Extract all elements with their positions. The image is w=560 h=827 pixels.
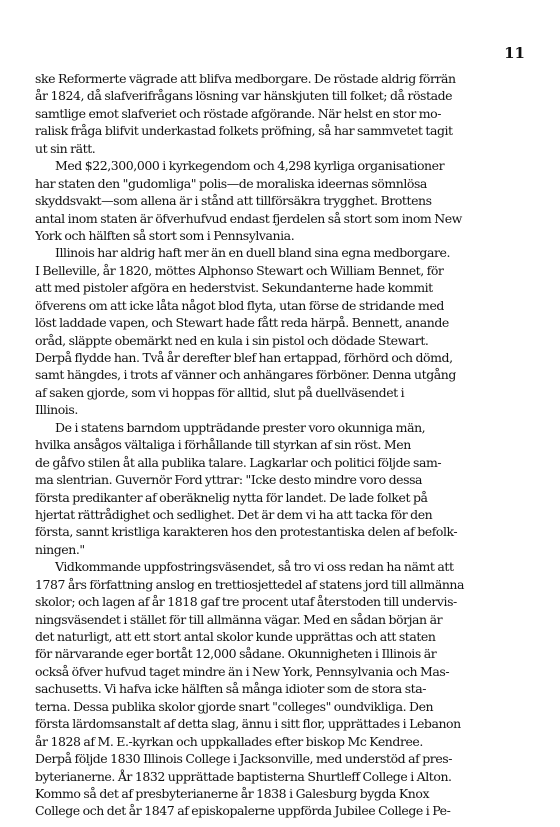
text-line: år 1828 af M. E.-kyrkan och uppkallades efter biskop Mc Kendree. <box>35 733 423 749</box>
text-line: College och det år 1847 af episkopalerne uppförda Jubilee College i Pe- <box>35 803 451 819</box>
text-line: första predikanter af oberäknelig nytta för landet. De lade folket på <box>35 489 428 505</box>
text-line: Illinois har aldrig haft mer än en duell bland sina egna medborgare. <box>55 245 450 261</box>
text-line: ningsväsendet i stället för till allmänna vägar. Med en sådan början är <box>35 611 443 627</box>
text-line: att med pistoler afgöra en hederstvist. Sekundanterne hade kommit <box>35 280 433 296</box>
text-line: också öfver hufvud taget mindre än i New York, Pennsylvania och Mas- <box>35 663 450 679</box>
body-text <box>35 70 525 820</box>
page-number: 11 <box>504 44 525 62</box>
text-line: De i statens barndom uppträdande prester voro okunniga män, <box>55 419 426 435</box>
text-line: ma slentrian. Guvernör Ford yttrar: "Icke desto mindre voro dessa <box>35 472 423 488</box>
text-line: öfverens om att icke låta något blod flyta, utan förse de stridande med <box>35 297 444 313</box>
text-line: York och hälften så stort som i Pennsylvania. <box>35 227 295 243</box>
text-line: hvilka ansågos vältaliga i förhållande till styrkan af sin röst. Men <box>35 437 411 453</box>
text-line: skolor; och lagen af år 1818 gaf tre procent utaf återstoden till undervis- <box>35 594 457 610</box>
text-line: Derpå flydde han. Två år derefter blef han ertappad, förhörd och dömd, <box>35 350 453 365</box>
text-line: löst laddade vapen, och Stewart hade fått reda härpå. Bennett, anande <box>35 315 449 331</box>
text-line: ut sin rätt. <box>35 140 96 156</box>
text-line: de gåfvo stilen åt alla publika talare. Lagkarlar och politici följde sam- <box>35 454 442 470</box>
text-line: ralisk fråga blifvit underkastad folkets pröfning, så har sammvetet tagit <box>35 123 453 139</box>
text-line: ske Reformerte vägrade att blifva medborgare. De röstade aldrig förrän <box>35 71 456 86</box>
text-line: terna. Dessa publika skolor gjorde snart "colleges" oundvikliga. Den <box>35 698 434 714</box>
text-line: första, sannt kristliga karakteren hos den protestantiska delen af befolk- <box>35 524 458 540</box>
text-line: skyddsvakt—som allena är i stånd att tillförsäkra trygghet. Brottens <box>35 193 432 209</box>
text-line: I Belleville, år 1820, möttes Alphonso Stewart och William Bennet, för <box>35 262 444 278</box>
text-line: sachusetts. Vi hafva icke hälften så många idioter som de stora sta- <box>35 681 427 697</box>
text-line: det naturligt, att ett stort antal skolor kunde upprättas och att staten <box>35 629 436 644</box>
text-line: Med $22,300,000 i kyrkegendom och 4,298 kyrliga organisationer <box>55 158 445 174</box>
text-line: hjertat rättrådighet och sedlighet. Det är dem vi ha att tacka för den <box>35 506 433 522</box>
text-line: Kommo så det af presbyterianerne år 1838 i Galesburg bygda Knox <box>35 785 430 801</box>
text-line: byterianerne. År 1832 upprättade baptisterna Shurtleff College i Alton. <box>35 768 452 784</box>
text-line: första lärdomsanstalt af detta slag, ännu i sitt flor, upprättades i Lebanon <box>35 716 461 732</box>
text-line: Illinois. <box>35 402 78 418</box>
text-line: antal inom staten är öfverhufvud endast fjerdelen så stort som inom New <box>35 210 462 226</box>
text-line: oråd, släppte obemärkt ned en kula i sin pistol och dödade Stewart. <box>35 332 429 348</box>
text-line: ningen." <box>35 541 85 557</box>
text-line: år 1824, då slafverifrågans lösning var hänskjuten till folket; då röstade <box>35 88 453 104</box>
text-line: Vidkommande uppfostringsväsendet, så tro vi oss redan ha nämt att <box>55 559 454 575</box>
text-line: 1787 års författning anslog en trettiosjettedel af statens jord till allmänna <box>35 576 465 592</box>
text-line: Derpå följde 1830 Illinois College i Jacksonville, med understöd af pres- <box>35 751 453 767</box>
text-line: har staten den "gudomliga" polis—de moraliska ideernas sömnlösa <box>35 175 427 191</box>
text-line: samt hängdes, i trots af vänner och anhängares förböner. Denna utgång <box>35 367 456 383</box>
text-line: af saken gjorde, som vi hoppas för alltid, slut på duellväsendet i <box>35 384 405 400</box>
text-line: samtlige emot slafveriet och röstade afgörande. När helst en stor mo- <box>35 105 442 121</box>
text-line: för närvarande eger bortåt 12,000 sådane. Okunnigheten i Illinois är <box>35 646 437 662</box>
